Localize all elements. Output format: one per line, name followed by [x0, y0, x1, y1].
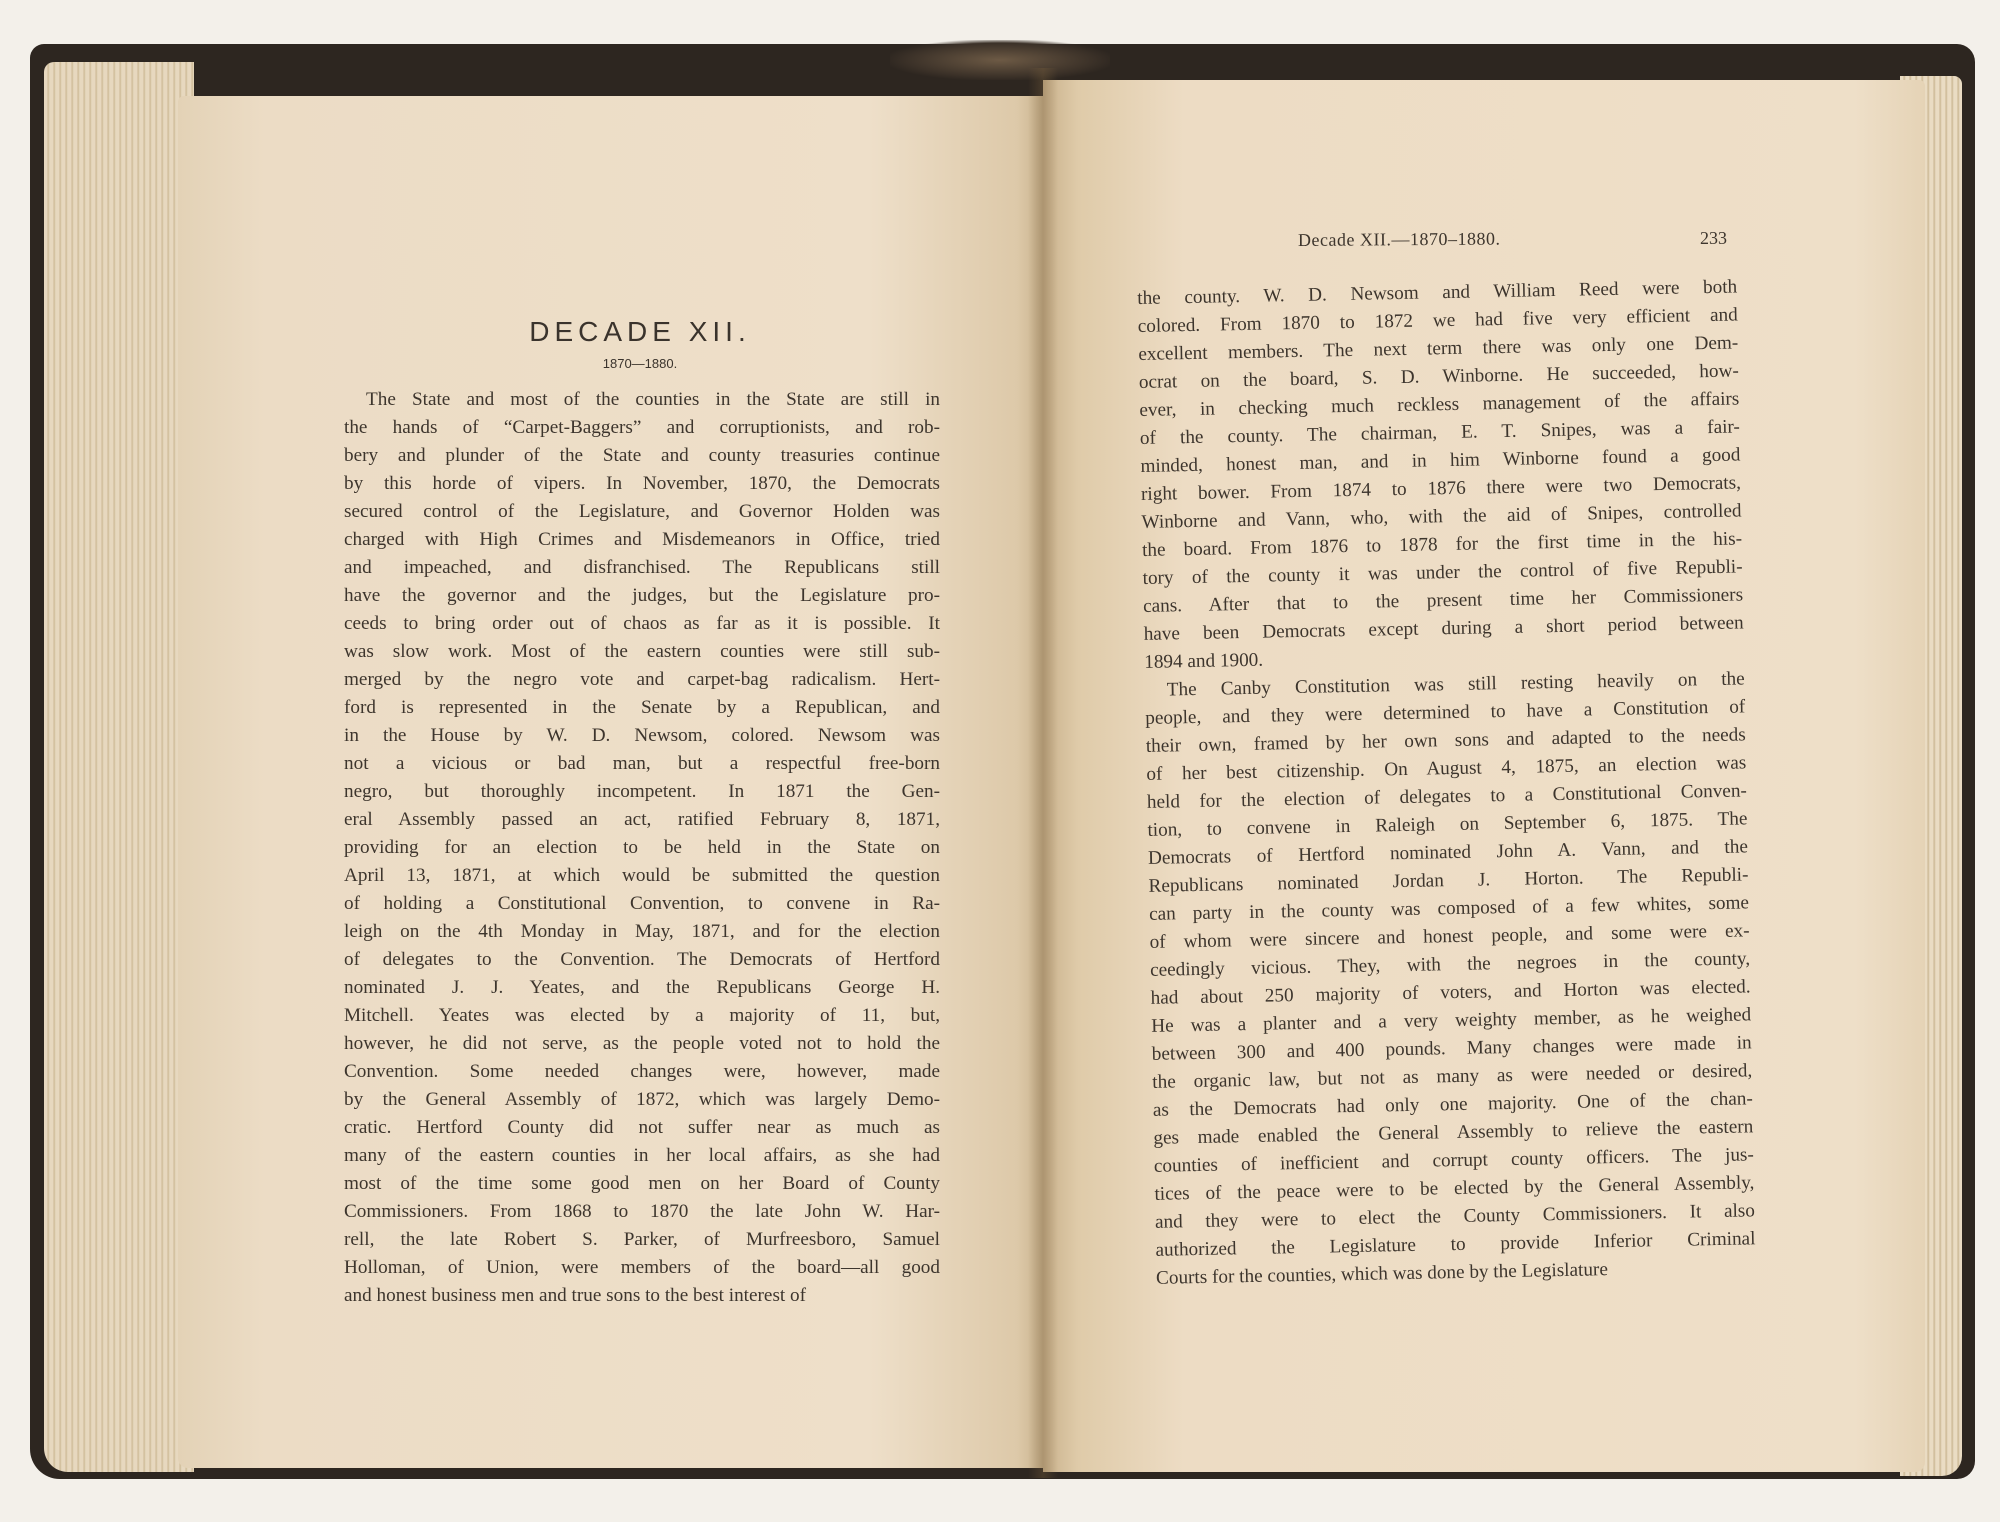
text-line: secured control of the Legislature, and Governor Holden was	[344, 501, 940, 522]
text-line: minded, honest man, and in him Winborne found a good	[1140, 444, 1741, 477]
text-line: rell, the late Robert S. Parker, of Murfreesboro, Samuel	[344, 1229, 940, 1250]
text-line: of holding a Constitutional Convention, to convene in Ra-	[344, 893, 940, 914]
text-line: by this horde of vipers. In November, 1870, the Democrats	[344, 473, 940, 494]
text-line: tion, to convene in Raleigh on September 6, 1875. The	[1147, 808, 1748, 841]
left-page-edges	[44, 62, 194, 1472]
text-line: ceeds to bring order out of chaos as far as it is possible. It	[344, 613, 940, 634]
text-line: the board. From 1876 to 1878 for the first time in the his-	[1141, 528, 1743, 561]
text-line: the county. W. D. Newsom and William Reed were both	[1137, 276, 1738, 309]
text-line: not a vicious or bad man, but a respectful free-born	[344, 753, 940, 774]
text-line: ges made enabled the General Assembly to relieve the eastern	[1153, 1116, 1754, 1149]
right-page-body	[1137, 273, 1756, 1292]
text-line: colored. From 1870 to 1872 we had five very efficient and	[1137, 304, 1738, 337]
text-line: excellent members. The next term there was only one Dem-	[1138, 332, 1739, 365]
text-line: between 300 and 400 pounds. Many changes were made in	[1151, 1032, 1752, 1065]
chapter-title: DECADE XII.	[529, 316, 751, 347]
text-line: have been Democrats except during a short period between	[1143, 612, 1744, 645]
text-line: of delegates to the Convention. The Democrats of Hertford	[344, 949, 940, 970]
text-line: negro, but thoroughly incompetent. In 1871 the Gen-	[344, 781, 940, 802]
text-line: can party in the county was composed of a few whites, some	[1148, 892, 1750, 925]
text-line: The Canby Constitution was still resting heavily on the	[1166, 668, 1745, 701]
text-line: held for the election of delegates to a Constitutional Conven-	[1146, 780, 1748, 813]
text-line: April 13, 1871, at which would be submitted the question	[344, 865, 940, 886]
running-header: Decade XII.—1870–1880.	[1297, 228, 1501, 250]
text-line: providing for an election to be held in the State on	[344, 837, 940, 858]
text-line: of her best citizenship. On August 4, 1875, an election was	[1146, 752, 1747, 785]
text-line: of whom were sincere and honest people, and some were ex-	[1149, 920, 1750, 953]
text-line: cans. After that to the present time her Commissioners	[1142, 584, 1744, 617]
text-line: in the House by W. D. Newsom, colored. Newsom was	[344, 725, 940, 746]
text-line: as the Democrats had only one majority. One of the chan-	[1152, 1088, 1753, 1121]
text-line: of the county. The chairman, E. T. Snipes, was a fair-	[1139, 416, 1741, 449]
text-line: Democrats of Hertford nominated John A. Vann, and the	[1147, 836, 1749, 869]
text-line: was slow work. Most of the eastern counties were still sub-	[344, 641, 940, 662]
text-line: Convention. Some needed changes were, however, made	[344, 1061, 940, 1082]
text-line: leigh on the 4th Monday in May, 1871, and for the election	[344, 921, 940, 942]
text-line: Holloman, of Union, were members of the board—all good	[344, 1257, 940, 1278]
text-line: ceedingly vicious. They, with the negroes in the county,	[1149, 948, 1751, 981]
text-line: and honest business men and true sons to the best interest of	[344, 1285, 807, 1306]
page-number: 233	[1700, 228, 1727, 248]
text-line: however, he did not serve, as the people voted not to hold the	[344, 1033, 940, 1054]
text-line: the organic law, but not as many as were needed or desired,	[1152, 1060, 1753, 1093]
text-line: tory of the county it was under the control of five Republi-	[1142, 556, 1743, 589]
text-line: counties of inefficient and corrupt county officers. The jus-	[1153, 1144, 1755, 1177]
text-line: had about 250 majority of voters, and Horton was elected.	[1150, 976, 1751, 1009]
text-line: their own, framed by her own sons and adapted to the needs	[1145, 724, 1746, 757]
text-line: Commissioners. From 1868 to 1870 the late John W. Har-	[344, 1201, 940, 1222]
text-line: ever, in checking much reckless management of the affairs	[1139, 388, 1740, 421]
text-line: authorized the Legislature to provide Inferior Criminal	[1155, 1228, 1756, 1261]
text-line: Courts for the counties, which was done by the Legislature	[1155, 1259, 1609, 1289]
text-line: people, and they were determined to have a Constitution of	[1145, 696, 1746, 729]
book-spine	[890, 40, 1110, 80]
text-line: and impeached, and disfranchised. The Republicans still	[344, 557, 940, 578]
text-line: right bower. From 1874 to 1876 there were two Democrats,	[1140, 472, 1742, 505]
text-line: have the governor and the judges, but the Legislature pro-	[344, 585, 940, 606]
text-line: bery and plunder of the State and county treasuries continue	[344, 445, 940, 466]
text-line: most of the time some good men on her Board of County	[344, 1173, 940, 1194]
text-line: ocrat on the board, S. D. Winborne. He succeeded, how-	[1138, 360, 1739, 393]
text-line: merged by the negro vote and carpet-bag radicalism. Hert-	[344, 669, 940, 690]
text-line: He was a planter and a very weighty member, as he weighed	[1151, 1004, 1752, 1037]
text-line: tices of the peace were to be elected by the General Assembly,	[1154, 1172, 1755, 1205]
text-line: eral Assembly passed an act, ratified February 8, 1871,	[344, 809, 940, 830]
text-line: charged with High Crimes and Misdemeanors in Office, tried	[344, 529, 940, 550]
text-line: Winborne and Vann, who, with the aid of Snipes, controlled	[1141, 500, 1742, 533]
text-line: Republicans nominated Jordan J. Horton. The Republi-	[1148, 864, 1749, 897]
text-line: 1894 and 1900.	[1144, 649, 1264, 673]
text-line: by the General Assembly of 1872, which was largely Demo-	[344, 1089, 940, 1110]
text-line: and they were to elect the County Commissioners. It also	[1154, 1200, 1756, 1233]
text-line: many of the eastern counties in her local affairs, as she had	[344, 1145, 940, 1166]
text-line: Mitchell. Yeates was elected by a majority of 11, but,	[344, 1005, 940, 1026]
chapter-years: 1870—1880.	[602, 356, 678, 371]
text-line: the hands of “Carpet-Baggers” and corruptionists, and rob-	[344, 417, 940, 438]
left-page-body	[344, 386, 940, 1310]
text-line: The State and most of the counties in the State are still in	[366, 389, 940, 410]
book-gutter	[1028, 68, 1058, 1478]
text-line: ford is represented in the Senate by a Republican, and	[344, 697, 940, 718]
text-line: nominated J. J. Yeates, and the Republicans George H.	[344, 977, 940, 998]
text-line: cratic. Hertford County did not suffer near as much as	[344, 1117, 940, 1138]
